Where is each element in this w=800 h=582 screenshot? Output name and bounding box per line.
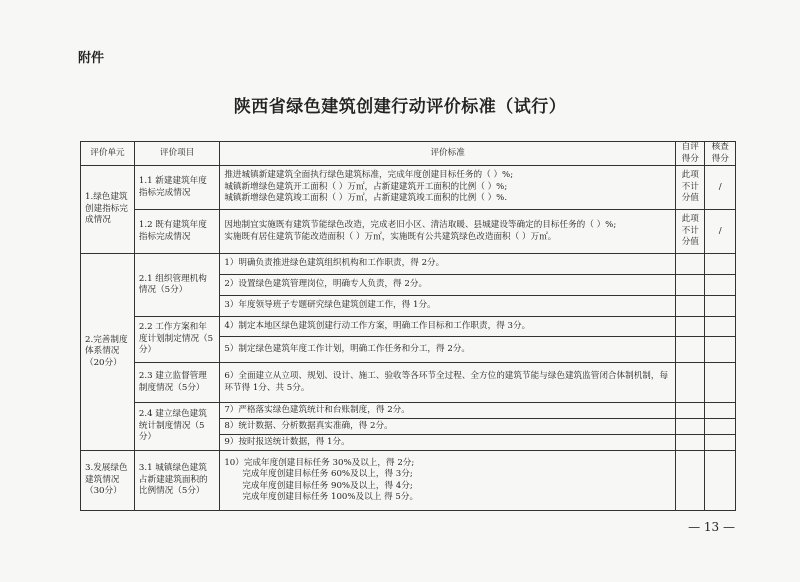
item-cell: 2.2 工作方案和年度计划制定情况（5分） [134, 317, 219, 363]
header-unit: 评价单元 [81, 142, 135, 166]
table-row [81, 317, 736, 337]
self-score-cell [675, 296, 704, 317]
check-score-cell: / [705, 210, 736, 254]
standard-line: 因地制宜实施既有建筑节能绿色改造，完成老旧小区、清洁取暖、县城建设等确定的目标任务的（ ）%; [224, 220, 617, 231]
self-score-cell [675, 435, 704, 451]
standard-cell: 5）制定绿色建筑年度工作计划，明确工作任务和分工，得 2分。 [220, 337, 676, 363]
item-cell: 2.1 组织管理机构情况（5分） [134, 254, 219, 317]
self-score-cell [675, 363, 704, 403]
self-score-cell: 此项不计分值 [675, 166, 704, 210]
standard-cell [220, 210, 676, 254]
table-header-row [81, 142, 736, 166]
table-row [81, 403, 736, 419]
standard-cell: 4）制定本地区绿色建筑创建行动工作方案，明确工作目标和工作职责，得 3分。 [220, 317, 676, 337]
self-score-cell: 此项不计分值 [675, 210, 704, 254]
check-score-cell [705, 254, 736, 275]
self-score-cell [675, 451, 704, 511]
standard-cell: 6）全面建立从立项、规划、设计、施工、验收等各环节全过程、全方位的建筑节能与绿色建筑监管闭合体制机制，每环节得 1分、共 5分。 [220, 363, 676, 403]
evaluation-table [80, 141, 736, 511]
self-score-cell [675, 419, 704, 435]
table-row [81, 451, 736, 511]
standard-cell: 9）按时报送统计数据，得 1分。 [220, 435, 676, 451]
standard-cell: 3）年度领导班子专题研究绿色建筑创建工作，得 1分。 [220, 296, 676, 317]
item-cell: 2.3 建立监督管理制度情况（5分） [134, 363, 219, 403]
item-cell: 1.1 新建建筑年度指标完成情况 [134, 166, 219, 210]
standard-cell [220, 166, 676, 210]
check-score-cell [705, 363, 736, 403]
check-score-cell [705, 451, 736, 511]
item-cell: 2.4 建立绿色建筑统计制度情况（5分） [134, 403, 219, 451]
document-title: 陕西省绿色建筑创建行动评价标准（试行） [233, 97, 567, 117]
attachment-label: 附件 [78, 51, 105, 66]
check-score-cell [705, 419, 736, 435]
table-row [81, 363, 736, 403]
self-score-cell [675, 403, 704, 419]
standard-line: 城镇新增绿色建筑竣工面积（ ）万㎡，占新建建筑竣工面积的比例（ ）%. [224, 193, 508, 204]
header-item: 评价项目 [134, 142, 219, 166]
header-check-score: 核查得分 [705, 142, 736, 166]
check-score-cell [705, 296, 736, 317]
header-self-score: 自评得分 [675, 142, 704, 166]
standard-cell [220, 451, 676, 511]
check-score-cell [705, 317, 736, 337]
check-score-cell [705, 403, 736, 419]
page-number: — 13 — [688, 520, 735, 534]
standard-cell: 1）明确负责推进绿色建筑组织机构和工作职责，得 2分。 [220, 254, 676, 275]
unit-cell: 1.绿色建筑创建指标完成情况 [81, 166, 135, 254]
standard-line: 完成年度创建目标任务 60%及以上，得 3分; [242, 469, 413, 480]
unit-cell: 3.发展绿色建筑情况（30分） [81, 451, 135, 511]
header-standard: 评价标准 [220, 142, 676, 166]
standard-cell: 2）设置绿色建筑管理岗位，明确专人负责，得 2分。 [220, 275, 676, 296]
check-score-cell: / [705, 166, 736, 210]
table-row [81, 254, 736, 275]
check-score-cell [705, 275, 736, 296]
standard-line: 完成年度创建目标任务 90%及以上，得 4分; [242, 480, 413, 491]
standard-line: 完成年度创建目标任务 100%及以上 得 5分。 [242, 492, 419, 503]
standard-line: 城镇新增绿色建筑开工面积（ ）万㎡，占新建建筑开工面积的比例（ ）%; [224, 181, 508, 192]
standard-cell: 7）严格落实绿色建筑统计和台账制度，得 2分。 [220, 403, 676, 419]
standard-line: 实施既有居住建筑节能改造面积（ ）万㎡，实施既有公共建筑绿色改造面积（ ）万㎡。 [224, 231, 557, 242]
item-cell: 1.2 既有建筑年度指标完成情况 [134, 210, 219, 254]
check-score-cell [705, 337, 736, 363]
self-score-cell [675, 254, 704, 275]
self-score-cell [675, 317, 704, 337]
table-row [81, 210, 736, 254]
table-row [81, 166, 736, 210]
self-score-cell [675, 337, 704, 363]
standard-line: 10）完成年度创建目标任务 30%及以上，得 2分; [224, 457, 415, 468]
standard-line: 推进城镇新建建筑全面执行绿色建筑标准，完成年度创建目标任务的（ ）%; [224, 170, 514, 181]
unit-cell: 2.完善制度体系情况（20分） [81, 254, 135, 451]
check-score-cell [705, 435, 736, 451]
self-score-cell [675, 275, 704, 296]
item-cell: 3.1 城镇绿色建筑占新建建筑面积的比例情况（5分） [134, 451, 219, 511]
standard-cell: 8）统计数据、分析数据真实准确，得 2分。 [220, 419, 676, 435]
